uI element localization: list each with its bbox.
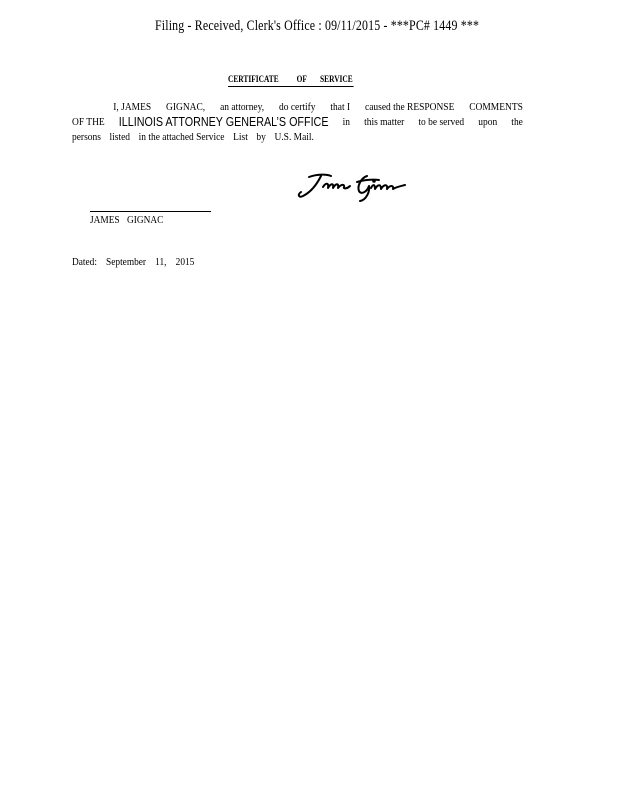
paragraph-word: that I bbox=[330, 101, 351, 113]
certificate-title-word-2: OF bbox=[296, 75, 307, 85]
paragraph-line-3 bbox=[72, 130, 523, 145]
paragraph-word: OF THE bbox=[72, 116, 105, 128]
certificate-title-word-1: CERTIFICATE bbox=[228, 75, 279, 85]
paragraph-word: GIGNAC, bbox=[166, 101, 206, 113]
paragraph-word: in the attached Service bbox=[138, 131, 225, 143]
paragraph-word: caused the RESPONSE bbox=[365, 101, 455, 113]
signature-line bbox=[90, 211, 211, 212]
certification-paragraph bbox=[72, 100, 524, 145]
paragraph-word: I, JAMES bbox=[113, 101, 152, 113]
paragraph-word: this matter bbox=[364, 116, 405, 128]
filing-stamp-header: Filing - Received, Clerk's Office : 09/11/2015 - ***PC# 1449 *** bbox=[155, 18, 480, 34]
certificate-title bbox=[228, 75, 354, 87]
certificate-title-word-3: SERVICE bbox=[320, 75, 353, 85]
paragraph-word: in bbox=[342, 116, 350, 128]
paragraph-word: COMMENTS bbox=[469, 101, 523, 113]
paragraph-word: persons bbox=[72, 131, 101, 143]
paragraph-word: to be served bbox=[418, 116, 465, 128]
paragraph-word: do certify bbox=[279, 101, 316, 113]
handwritten-signature bbox=[295, 168, 410, 202]
paragraph-line-2 bbox=[72, 115, 523, 130]
paragraph-word: by bbox=[256, 131, 266, 143]
paragraph-word: listed bbox=[109, 131, 131, 143]
paragraph-word: an attorney, bbox=[220, 101, 265, 113]
paragraph-word: U.S. Mail. bbox=[274, 131, 314, 143]
paragraph-word: the bbox=[511, 116, 523, 128]
date-line: Dated: September 11, 2015 bbox=[72, 256, 195, 268]
paragraph-line-1 bbox=[72, 100, 523, 115]
paragraph-word: upon bbox=[478, 116, 498, 128]
agency-name: ILLINOIS ATTORNEY GENERAL’S OFFICE bbox=[118, 115, 329, 129]
paragraph-word: List bbox=[233, 131, 248, 143]
signer-name: JAMES GIGNAC bbox=[90, 214, 164, 226]
